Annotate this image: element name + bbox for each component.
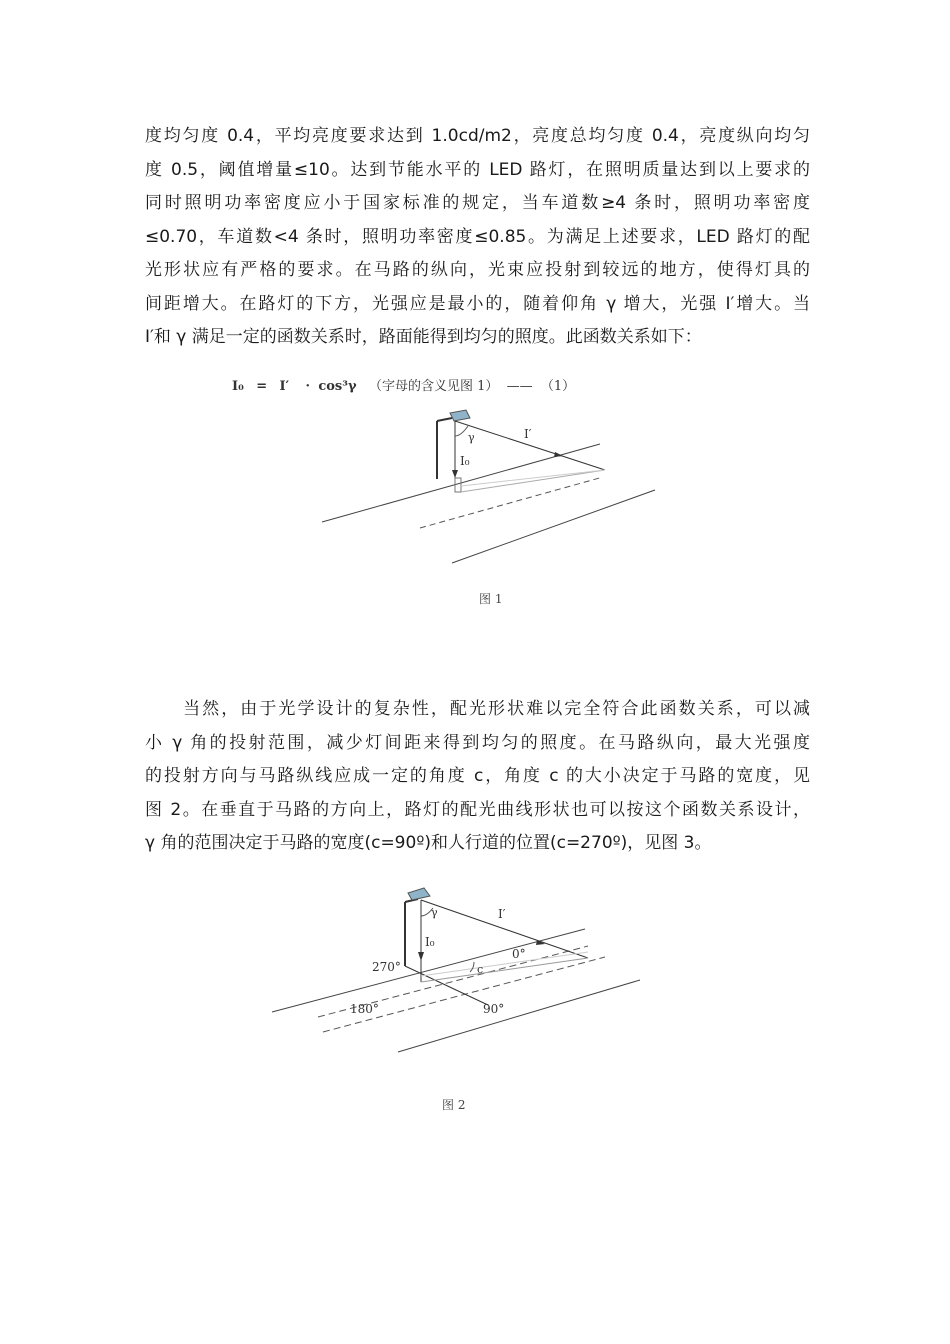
figure-2-caption: 图 2: [442, 1098, 466, 1112]
formula-dot: ·: [305, 379, 311, 394]
figure-2-diagram: [0, 860, 950, 1060]
figure-2-270-label: 270°: [372, 960, 401, 974]
paragraph-1-line: 光形状应有严格的要求。在马路的纵向，光束应投射到较远的地方，使得灯具的: [145, 260, 810, 280]
paragraph-2-line: 图 2。在垂直于马路的方向上，路灯的配光曲线形状也可以按这个函数关系设计，: [145, 799, 810, 820]
figure-1-gamma-label: γ: [468, 431, 475, 444]
figure-2-c-label: c: [477, 963, 484, 976]
figure-2-i0-label: I₀: [425, 935, 435, 949]
formula-iprime: I′: [279, 379, 290, 394]
figure-1-iprime-label: I′: [524, 427, 532, 441]
paragraph-2-line: 小 γ 角的投射范围，减少灯间距来得到均匀的照度。在马路纵向，最大光强度: [145, 732, 810, 753]
formula-dash: ——: [506, 379, 533, 394]
figure-2-180-label: 180°: [350, 1002, 379, 1016]
formula-number: （1）: [540, 379, 576, 394]
paragraph-1-line: I′和 γ 满足一定的函数关系时，路面能得到均匀的照度。此函数关系如下：: [145, 327, 702, 347]
formula-lhs: I₀: [232, 379, 244, 394]
figure-2: [0, 860, 950, 1060]
paragraph-1-line: 度均匀度 0.4，平均亮度要求达到 1.0cd/m2，亮度总均匀度 0.4，亮度纵向均匀: [145, 126, 810, 146]
formula-note: （字母的含义见图 1）: [368, 379, 499, 394]
paragraph-1-line: 同时照明功率密度应小于国家标准的规定，当车道数≥4 条时，照明功率密度: [145, 193, 810, 213]
figure-1-caption: 图 1: [479, 592, 503, 606]
formula-equals: =: [256, 379, 268, 394]
paragraph-1-line: 度 0.5，阈值增量≤10。达到节能水平的 LED 路灯，在照明质量达到以上要求的: [145, 159, 810, 180]
paragraph-2-line: 的投射方向与马路纵线应成一定的角度 c，角度 c 的大小决定于马路的宽度，见: [145, 766, 810, 786]
figure-1-diagram: [0, 0, 950, 620]
paragraph-1-line: 间距增大。在路灯的下方，光强应是最小的，随着仰角 γ 增大，光强 I′增大。当: [145, 293, 810, 314]
figure-2-iprime-label: I′: [498, 907, 506, 921]
paragraph-2-line: 当然，由于光学设计的复杂性，配光形状难以完全符合此函数关系，可以减: [145, 699, 810, 719]
paragraph-1-line: ≤0.70，车道数<4 条时，照明功率密度≤0.85。为满足上述要求，LED 路灯的配: [145, 226, 810, 247]
figure-1: [0, 0, 950, 620]
paragraph-2: [145, 693, 810, 861]
figure-2-90-label: 90°: [483, 1002, 505, 1016]
figure-2-gamma-label: γ: [431, 906, 438, 919]
formula-cos: cos³γ: [318, 379, 357, 394]
figure-2-0-label: 0°: [512, 947, 526, 961]
paragraph-2-line: γ 角的范围决定于马路的宽度(c=90º)和人行道的位置(c=270º)，见图 3。: [145, 833, 712, 853]
figure-1-i0-label: I₀: [460, 454, 470, 468]
